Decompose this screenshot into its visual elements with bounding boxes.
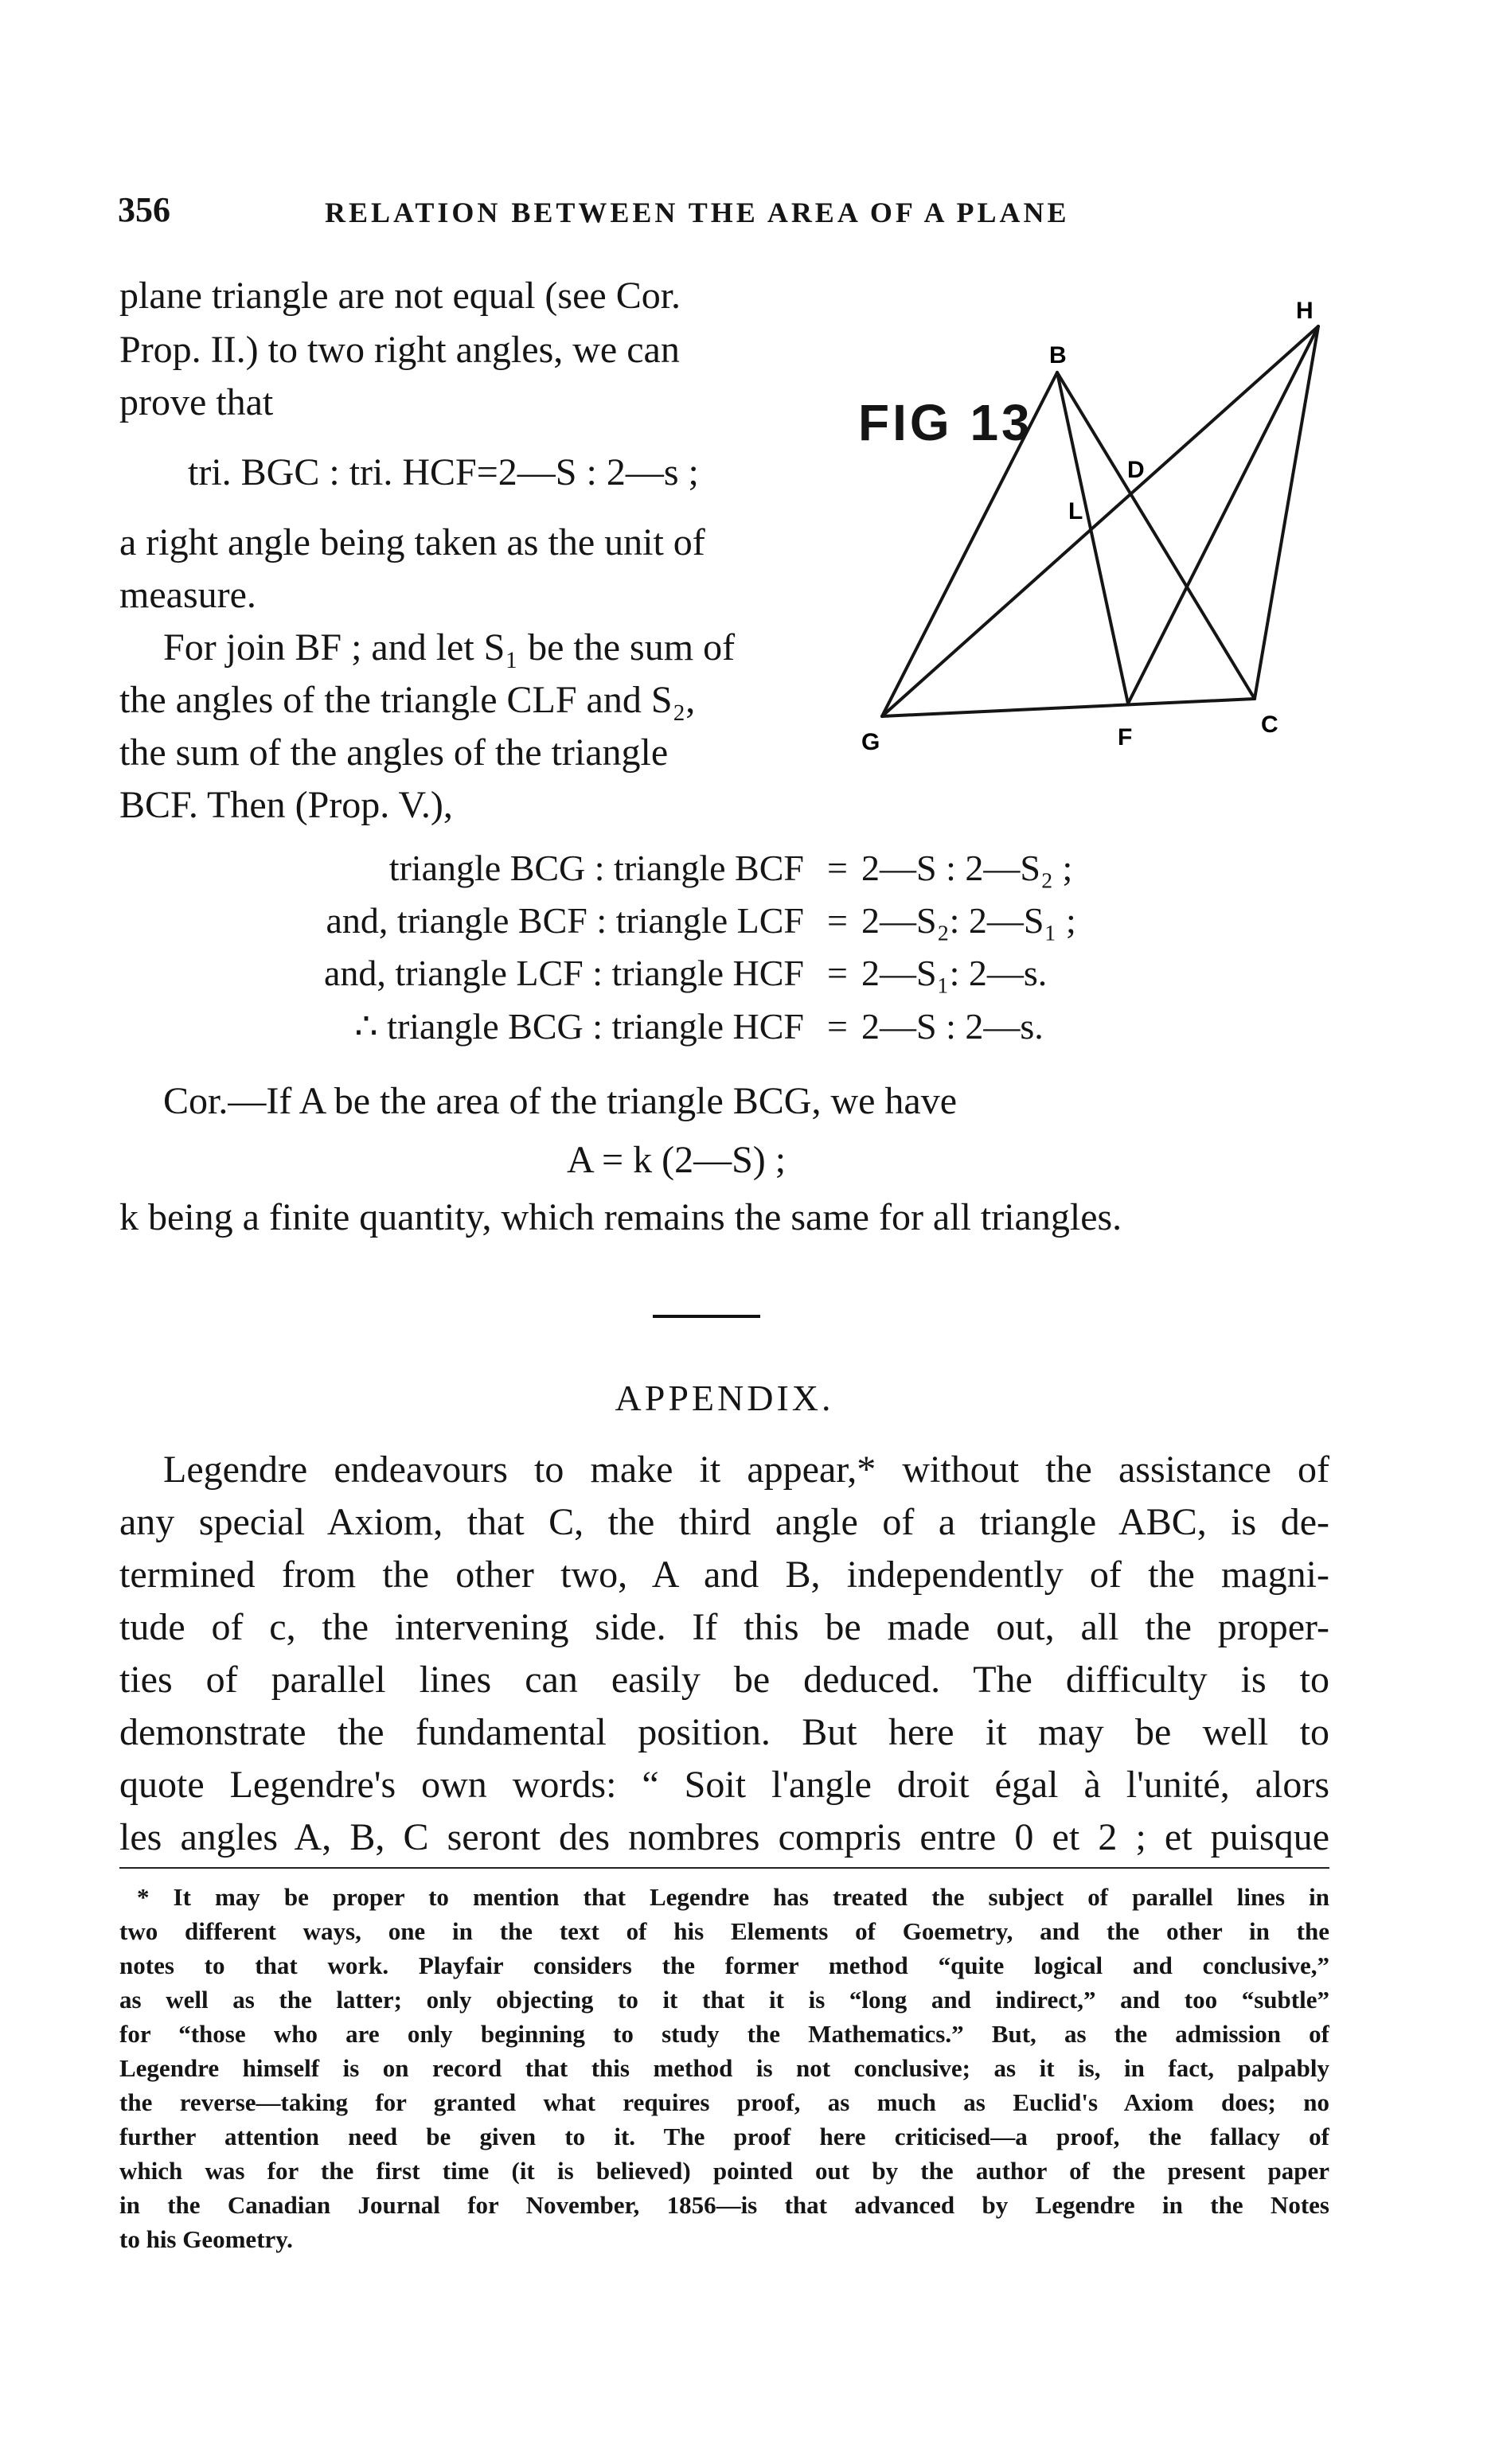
intro-line: a right angle being taken as the unit of [119,521,705,563]
intro-line: BCF. Then (Prop. V.), [119,784,453,826]
proportion-lhs: and, triangle BCF : triangle LCF [326,900,804,941]
footnote-line: to his Geometry. [119,2225,293,2253]
figure-label: FIG 13 [858,394,1033,451]
appendix-line: les angles A, B, C seront des nombres compris entre 0 et 2 ; et puisque [119,1816,1329,1858]
appendix-line: tude of c, the intervening side. If this be made out, all the proper- [119,1606,1329,1648]
footnote-line: * It may be proper to mention that Legendre has treated the subject of parallel lines in [137,1883,1329,1911]
intro-line: the sum of the angles of the triangle [119,731,669,774]
point-label: L [1068,498,1083,524]
appendix-line: termined from the other two, A and B, independently of the magni- [119,1554,1329,1596]
equals-sign: = [827,953,848,993]
footnote-line: further attention need be given to it. The proof here criticised—a proof, the fallacy of [119,2123,1329,2150]
intro-line: plane triangle are not equal (see Cor. [119,275,681,317]
equals-sign: = [827,900,848,941]
proportion-lhs: and, triangle LCF : triangle HCF [323,953,804,993]
point-label: C [1261,712,1278,738]
segment-bf [1057,372,1128,704]
segment-ch [1255,326,1318,699]
proportion-rhs: 2—S : 2—s. [861,1006,1044,1047]
footnote [119,1880,1329,2256]
section-divider [653,1315,760,1318]
equals-sign: = [827,1006,848,1047]
appendix-line: demonstrate the fundamental position. But here it may be well to [119,1711,1329,1753]
proportion-row [0,952,1047,994]
footnote-line: the reverse—taking for granted what requires proof, as much as Euclid's Axiom does; no [119,2088,1329,2116]
point-label: H [1296,298,1313,324]
equals-sign: = [827,848,848,888]
proportion-rhs: 2—S₂: 2—S₁ ; [861,900,1076,941]
point-label: D [1127,457,1145,483]
point-label: F [1118,724,1133,751]
appendix-title: APPENDIX. [615,1378,834,1418]
proportion-lhs: ∴ triangle BCG : triangle HCF [354,1006,804,1047]
intro-line: Prop. II.) to two right angles, we can [119,329,680,371]
footnote-line: which was for the first time (it is believed) pointed out by the author of the present paper [119,2157,1329,2185]
point-label: G [861,729,880,755]
point-label: B [1049,342,1067,368]
footnote-line: two different ways, one in the text of his Elements of Goemetry, and the other in the [119,1917,1329,1945]
corollary-formula: A = k (2—S) ; [567,1139,787,1181]
footnote-line: in the Canadian Journal for November, 1856—is that advanced by Legendre in the Notes [119,2191,1329,2219]
ratio-line: tri. BGC : tri. HCF=2—S : 2—s ; [188,451,699,493]
proportion-rhs: 2—S : 2—S₂ ; [861,848,1073,888]
proportion-lhs: triangle BCG : triangle BCF [388,848,804,888]
appendix-line: any special Axiom, that C, the third angle of a triangle ABC, is de- [119,1501,1329,1543]
running-head: RELATION BETWEEN THE AREA OF A PLANE [325,197,1070,228]
proportion-row [0,847,1072,889]
corollary-k-line: k being a finite quantity, which remains the same for all triangles. [119,1196,1122,1238]
footnote-line: notes to that work. Playfair considers the former method “quite logical and conclusive,” [119,1951,1329,1979]
page-number: 356 [118,190,170,229]
segment-gh [882,326,1318,716]
intro-line: the angles of the triangle CLF and S₂, [119,679,696,721]
geometry-figure [844,287,1321,796]
proportion-row [0,1004,1044,1047]
intro-line: prove that [119,381,274,423]
appendix-line: Legendre endeavours to make it appear,* without the assistance of [163,1448,1329,1491]
segment-gb [882,372,1057,716]
appendix-line: ties of parallel lines can easily be deduced. The difficulty is to [119,1659,1329,1701]
proportion-row [0,899,1076,942]
segment-gc [882,699,1255,716]
appendix-body [119,1444,1329,1864]
proportion-rhs: 2—S₁: 2—s. [861,953,1048,993]
footnote-line: as well as the latter; only objecting to it that it is “long and indirect,” and too “subtle” [119,1986,1329,2014]
footnote-line: Legendre himself is on record that this method is not conclusive; as it is, in fact, palpably [119,2054,1329,2082]
intro-line: measure. [119,574,256,616]
corollary-line: Cor.—If A be the area of the triangle BCG, we have [163,1080,958,1122]
footnote-line: for “those who are only beginning to study the Mathematics.” But, as the admission of [119,2020,1329,2048]
appendix-line: quote Legendre's own words: “ Soit l'angle droit égal à l'unité, alors [119,1764,1329,1806]
intro-line: For join BF ; and let S₁ be the sum of [163,626,736,669]
footnote-divider [119,1867,1329,1869]
